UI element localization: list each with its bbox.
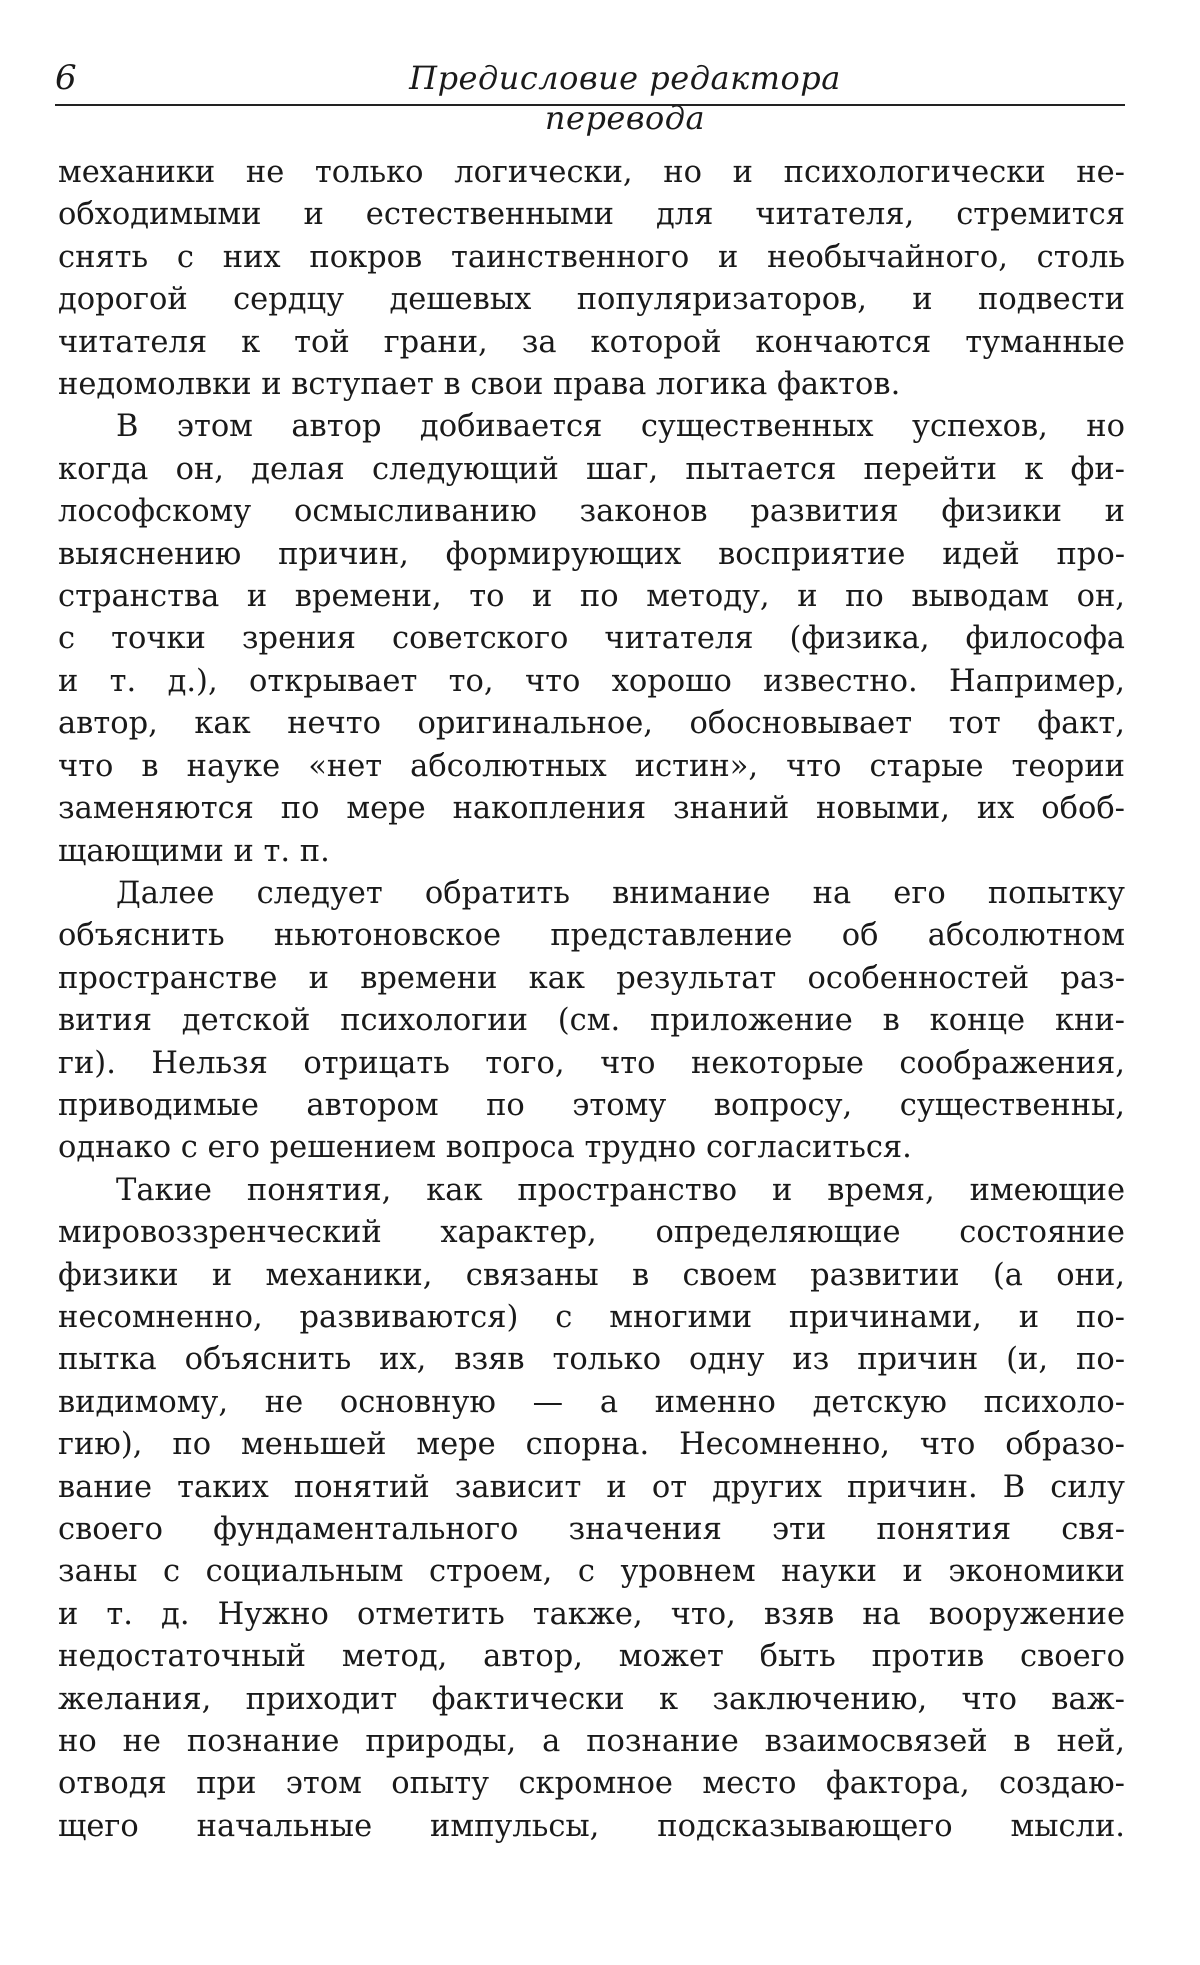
text-line: пытка объяснить их, взяв только одну из причин (и, по- — [58, 1342, 1125, 1378]
running-head — [55, 58, 1125, 137]
text-line: вития детской психологии (см. приложение в конце кни- — [58, 1003, 1125, 1039]
text-line: мировоззренческий характер, определяющие состояние — [58, 1215, 1125, 1251]
text-line: автор, как нечто оригинальное, обосновывает тот факт, — [58, 706, 1125, 742]
text-line: В этом автор добивается существенных успехов, но — [116, 409, 1125, 445]
text-line: щающими и т. п. — [58, 833, 330, 869]
text-line: пространстве и времени как результат особенностей раз- — [58, 960, 1125, 996]
text-line: когда он, делая следующий шаг, пытается перейти к фи- — [58, 451, 1125, 487]
text-line: несомненно, развиваются) с многими причинами, и по- — [58, 1299, 1125, 1335]
text-line: заменяются по мере накопления знаний новыми, их обоб- — [58, 791, 1125, 827]
text-line: и т. д. Нужно отметить также, что, взяв на вооружение — [58, 1596, 1125, 1632]
body-text — [58, 152, 1125, 1848]
text-line: недомолвки и вступает в свои права логика фактов. — [58, 367, 901, 403]
text-line: выяснению причин, формирующих восприятие идей про- — [58, 536, 1125, 572]
page-number: 6 — [55, 58, 77, 98]
text-line: заны с социальным строем, с уровнем науки и экономики — [58, 1554, 1125, 1590]
text-line: объяснить ньютоновское представление об абсолютном — [58, 918, 1125, 954]
text-line: щего начальные импульсы, подсказывающего мысли. — [58, 1808, 1125, 1844]
text-line: физики и механики, связаны в своем развитии (а они, — [58, 1257, 1125, 1293]
text-line: Такие понятия, как пространство и время, имеющие — [116, 1172, 1125, 1208]
text-line: гию), по меньшей мере спорна. Несомненно, что образо- — [58, 1427, 1125, 1463]
text-line: вание таких понятий зависит и от других причин. В силу — [58, 1469, 1125, 1505]
text-line: и т. д.), открывает то, что хорошо известно. Например, — [58, 663, 1125, 699]
text-line: лософскому осмысливанию законов развития физики и — [58, 494, 1125, 530]
text-line: своего фундаментального значения эти понятия свя- — [58, 1512, 1125, 1547]
text-line: отводя при этом опыту скромное место фактора, создаю- — [58, 1766, 1125, 1802]
text-line: дорогой сердцу дешевых популяризаторов, и подвести — [58, 282, 1125, 318]
text-line: приводимые автором по этому вопросу, существенны, — [58, 1087, 1125, 1123]
paragraph-1 — [58, 152, 1125, 406]
paragraph-2 — [58, 406, 1125, 872]
text-line: Далее следует обратить внимание на его попытку — [116, 875, 1125, 911]
running-title: Предисловие редактора перевода — [409, 59, 841, 137]
text-line: механики не только логически, но и психологически не- — [58, 155, 1125, 190]
text-line: видимому, не основную — а именно детскую психоло- — [58, 1384, 1125, 1420]
text-line: снять с них покров таинственного и необычайного, столь — [58, 239, 1125, 275]
paragraph-4 — [58, 1170, 1125, 1849]
text-line: обходимыми и естественными для читателя, стремится — [58, 197, 1125, 233]
header-rule — [55, 104, 1125, 106]
text-line: недостаточный метод, автор, может быть против своего — [58, 1639, 1125, 1675]
text-line: странства и времени, то и по методу, и по выводам он, — [58, 579, 1125, 615]
text-line: читателя к той грани, за которой кончаются туманные — [58, 324, 1125, 360]
paragraph-3 — [58, 873, 1125, 1170]
text-line: желания, приходит фактически к заключению, что важ- — [58, 1681, 1125, 1717]
text-line: однако с его решением вопроса трудно согласиться. — [58, 1130, 912, 1166]
text-line: с точки зрения советского читателя (физика, философа — [58, 621, 1125, 657]
text-line: но не познание природы, а познание взаимосвязей в ней, — [58, 1724, 1125, 1760]
text-line: ги). Нельзя отрицать того, что некоторые соображения, — [58, 1045, 1125, 1081]
text-line: что в науке «нет абсолютных истин», что старые теории — [58, 748, 1125, 784]
